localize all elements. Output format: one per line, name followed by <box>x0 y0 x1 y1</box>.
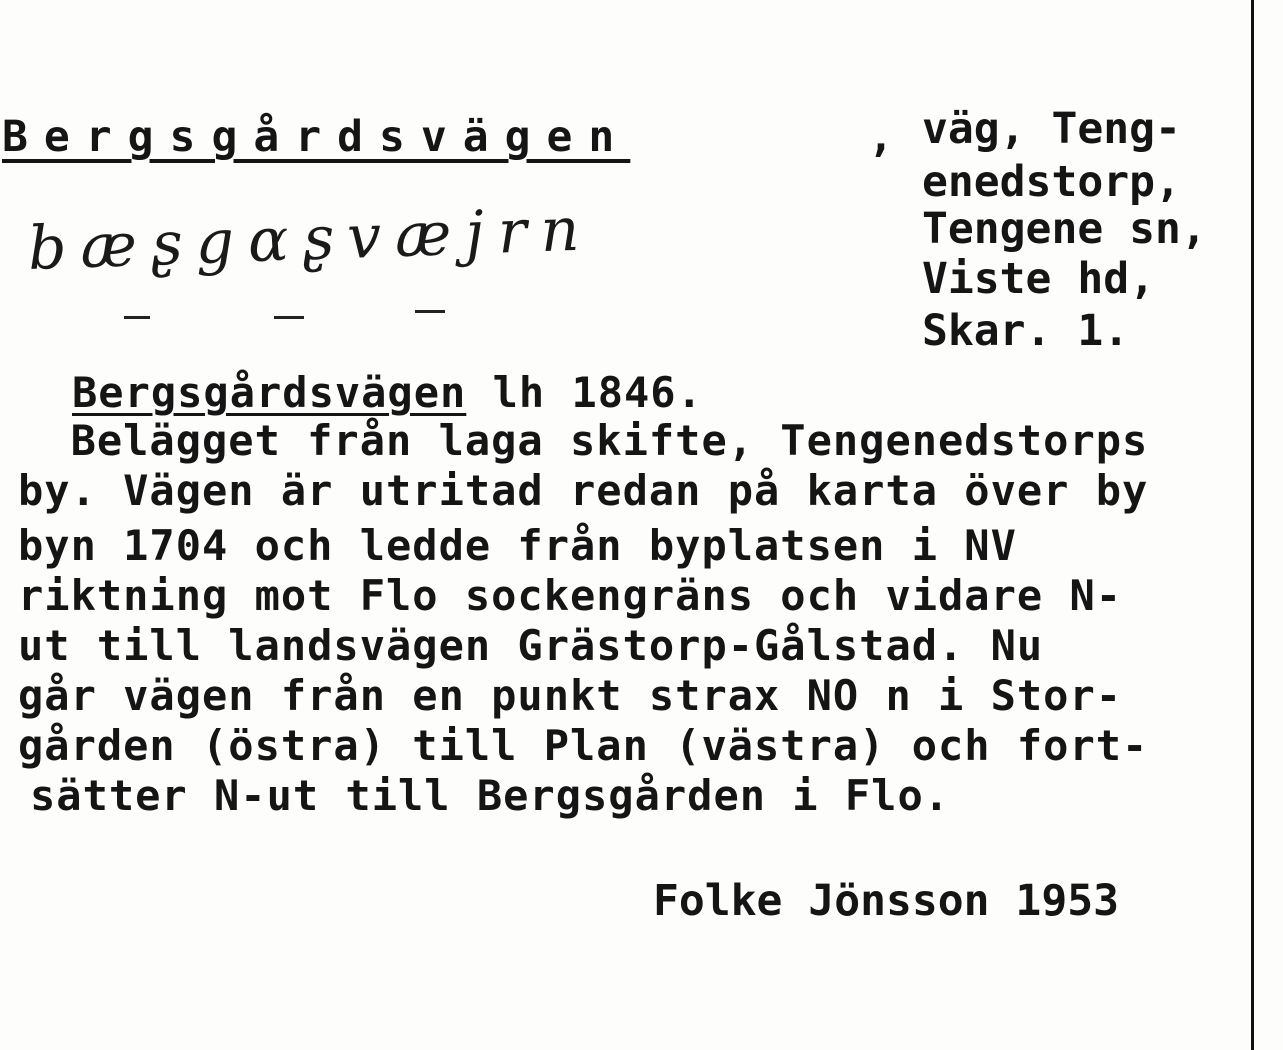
location-line-5: Skar. 1. <box>922 306 1130 356</box>
body-line-3: byn 1704 och ledde från byplatsen i NV <box>18 521 1017 570</box>
length-mark <box>415 310 445 313</box>
location-line-2: enedstorp, <box>922 157 1181 207</box>
body-line-8: sätter N-ut till Bergsgården i Flo. <box>30 771 951 820</box>
headword-comma: , <box>868 112 894 162</box>
card-edge-line <box>1251 0 1254 1050</box>
entry-title-line <box>72 368 703 417</box>
entry-date: lh 1846. <box>466 368 703 417</box>
location-line-4: Viste hd, <box>922 254 1155 304</box>
body-line-1: Belägget från laga skifte, Tengenedstorps <box>18 416 1149 465</box>
body-line-4: riktning mot Flo sockengräns och vidare N- <box>18 571 1123 620</box>
location-line-3: Tengene sn, <box>922 204 1207 254</box>
length-mark <box>274 316 304 319</box>
body-line-5: ut till landsvägen Grästorp-Gålstad. Nu <box>18 621 1044 670</box>
body-line-2: by. Vägen är utritad redan på karta över by <box>18 466 1149 515</box>
body-line-7: gården (östra) till Plan (västra) och fort- <box>18 721 1149 770</box>
signature: Folke Jönsson 1953 <box>653 876 1119 926</box>
phonetic-transcription: bæʂgɑʂvæjrn <box>26 194 595 284</box>
length-mark <box>124 316 150 319</box>
entry-title: Bergsgårdsvägen <box>72 368 467 417</box>
location-line-1: väg, Teng- <box>922 104 1181 154</box>
headword: Bergsgårdsvägen <box>2 112 631 162</box>
body-line-6: går vägen från en punkt strax NO n i Stor- <box>18 671 1123 720</box>
